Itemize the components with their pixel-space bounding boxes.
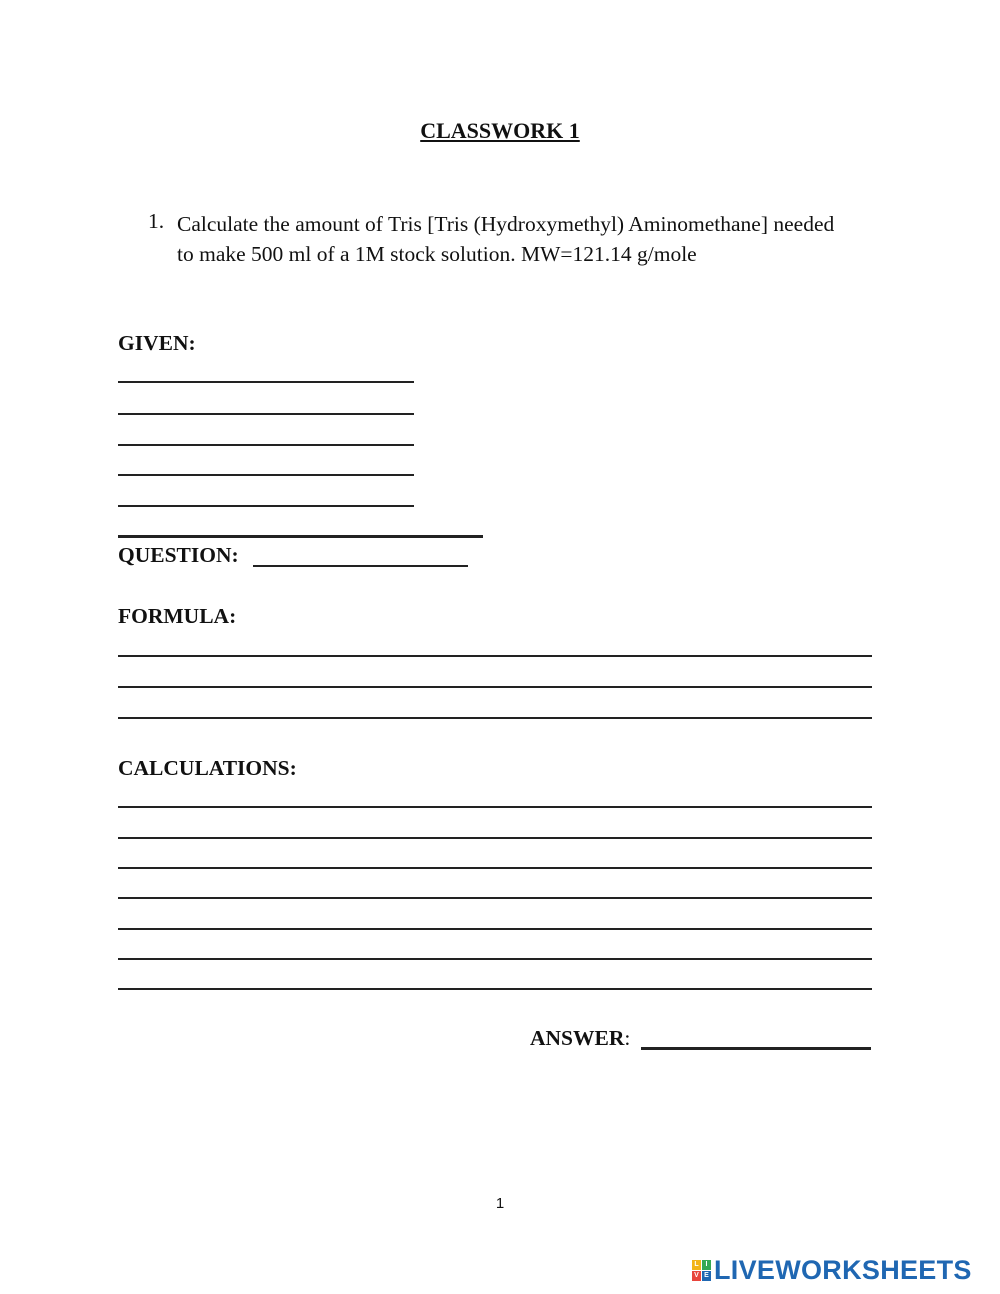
question-number: 1. [148,209,165,233]
given-blank[interactable] [118,444,414,446]
calculations-blank[interactable] [118,867,872,869]
given-label: GIVEN: [118,331,196,355]
formula-blank[interactable] [118,686,872,688]
question-text [177,209,897,269]
calculations-blank[interactable] [118,988,872,990]
question-label: QUESTION: [118,543,239,567]
given-blank[interactable] [118,413,414,415]
calculations-blank[interactable] [118,897,872,899]
worksheet-title: CLASSWORK 1 [420,118,580,143]
formula-label: FORMULA: [118,604,237,628]
question-line-1: Calculate the amount of Tris [Tris (Hydroxymethyl) Aminomethane] needed [177,212,835,236]
liveworksheets-logo-icon [692,1260,711,1281]
calculations-blank[interactable] [118,928,872,930]
answer-colon: : [624,1026,631,1050]
answer-label-text: ANSWER [530,1026,625,1050]
logo-text: LIVEWORKSHEETS [714,1255,972,1285]
question-blank[interactable] [253,565,468,567]
given-blank[interactable] [118,535,483,538]
calculations-blank[interactable] [118,837,872,839]
given-blank[interactable] [118,474,414,476]
question-line-2: to make 500 ml of a 1M stock solution. MW=121.14 g/mole [177,242,697,266]
logo-tile-v: V [692,1271,701,1281]
given-blank[interactable] [118,381,414,383]
formula-blank[interactable] [118,717,872,719]
answer-label [530,1026,630,1051]
given-blank[interactable] [118,505,414,507]
liveworksheets-logo [692,1255,972,1286]
logo-tile-e: E [702,1271,711,1281]
answer-blank[interactable] [641,1047,871,1050]
logo-tile-i: I [702,1260,711,1270]
logo-tile-l: L [692,1260,701,1270]
calculations-blank[interactable] [118,806,872,808]
calculations-blank[interactable] [118,958,872,960]
calculations-label: CALCULATIONS: [118,756,297,780]
page-number: 1 [495,1195,505,1212]
formula-blank[interactable] [118,655,872,657]
